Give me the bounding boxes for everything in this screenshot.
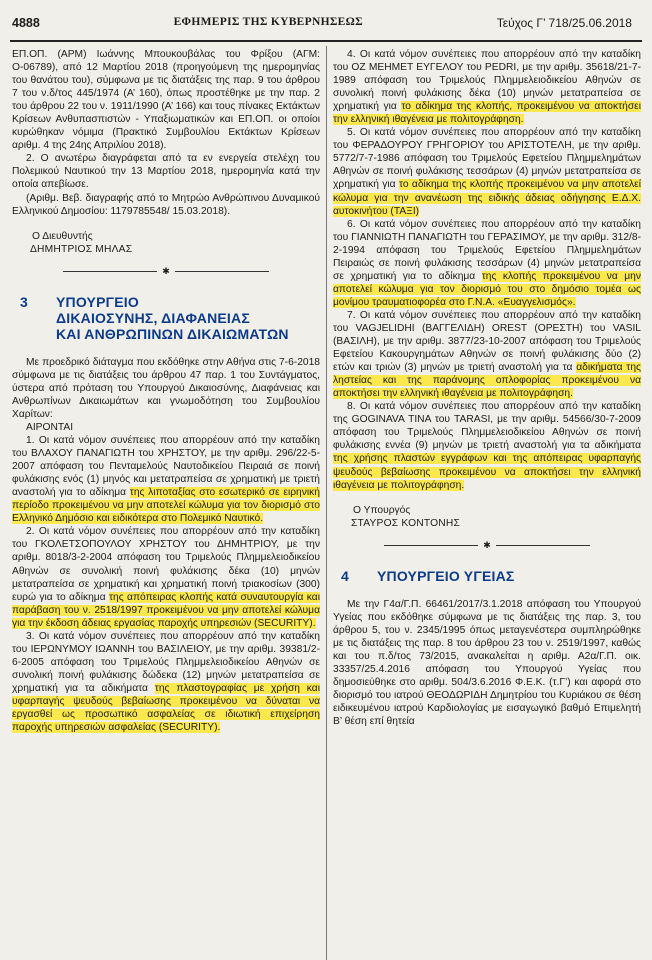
highlighted-text: της πλαστογραφίας με χρήση και υφαρπαγής ψευδούς βεβαίωσης προκειμένου να δύναται να εργασθεί ως προσωπικό ασφαλείας σε ιδιωτική επιχείρηση παροχής υπηρεσιών ασφαλείας (SECURITY).: [12, 682, 321, 734]
column-divider: [326, 46, 327, 960]
signature-title: Ο Υπουργός: [353, 504, 411, 516]
header-rule: [10, 40, 642, 42]
signature-name: ΔΗΜΗΤΡΙΟΣ ΜΗΛΑΣ: [30, 243, 133, 255]
section-heading-4: [333, 568, 641, 584]
intro-paragraph-2: 2. Ο ανωτέρω διαγράφεται από τα εν ενεργεία στελέχη του Πολεμικού Ναυτικού την 13 Μαρτίου 2018, ημερομηνία κατά την οποία απεβίωσε.: [12, 153, 320, 191]
gazette-title: ΕΦΗΜΕΡΙΣ ΤΗΣ ΚΥΒΕΡΝΗΣΕΩΣ: [173, 16, 363, 28]
highlighted-text: της κλοπής προκειμένου να μην αποτελεί κώλυμα για τον διορισμό του στο δημόσιο τομέα ως μονίμου τραυματιοφορέα στο Γ.Ν.Α. «Ευαγγελισμός».: [333, 270, 641, 308]
signature-title: Ο Διευθυντής: [32, 230, 93, 242]
list-item: 7. Οι κατά νόμον συνέπειες που απορρέουν από την καταδίκη του VAGJELIDHI (ΒΑΓΓΕΛΙΔΗ) OREST (ΟΡΕΣΤΗ) του VASIL (ΒΑΣΙΛΗ), με την αριθμ. 3877/23-10-2007 απόφαση του Τριμελούς Εφετείου Κακουργημάτων Αθηνών σε ποινή φυλάκισης δύο (2) ετών και τριών (3) μηνών με τριετή αναστολή για τα αδικήματα της ληστείας και της παράνομης οπλοφορίας προκειμένου να αποκτήσει την ελληνική ιθαγένεια με πολιτογράφηση.: [333, 309, 641, 400]
signature-name: ΣΤΑΥΡΟΣ ΚΟΝΤΟΝΗΣ: [351, 517, 461, 529]
section-title: ΥΠΟΥΡΓΕΙΟ ΔΙΚΑΙΟΣΥΝΗΣ, ΔΙΑΦΑΝΕΙΑΣ ΚΑΙ ΑΝΘΡΩΠΙΝΩΝ ΔΙΚΑΙΩΜΑΤΩΝ: [56, 293, 289, 342]
highlighted-text: της χρήσης πλαστών εγγράφων και της απόπειρας υφαρπαγής ψευδούς βεβαίωσης προκειμένου να αποκτήσει την ελληνική ιθαγένεια με πολιτογράφηση.: [333, 453, 641, 491]
list-item: 1. Οι κατά νόμον συνέπειες που απορρέουν από την καταδίκη του ΒΛΑΧΟΥ ΠΑΝΑΓΙΩΤΗ του ΧΡΗΣΤΟΥ, με την αριθμ. 296/22-5-2007 απόφαση του Πενταμελούς Ναυτοδικείου Πειραιά σε ποινή φυλάκισης ενός (1) μηνός και μετατραπείσα σε χρηματική με τριετή αναστολή για το αδίκημα της λιποταξίας στο εσωτερικό σε ειρηνική περίοδο προκειμένου να μην αποτελεί κώλυμα για τον διορισμό στο Ελληνικό Δημόσιο και ειδικότερα στο Πολεμικό Ναυτικό.: [12, 435, 320, 525]
star-icon: ✱: [162, 265, 170, 276]
intro-paragraph-3: (Αριθμ. Βεβ. διαγραφής από το Μητρώο Ανθρώπινου Δυναμικού Ελληνικού Δημοσίου: 1179785548/ 15.03.2018).: [12, 192, 320, 217]
left-column: [12, 48, 320, 734]
separator: [333, 539, 641, 552]
section-heading-3: [12, 294, 320, 342]
list-item: 6. Οι κατά νόμον συνέπειες που απορρέουν από την καταδίκη του ΓΙΑΝΝΙΩΤΗ ΠΑΝΑΓΙΩΤΗ του ΓΕΡΑΣΙΜΟΥ, με την αριθμ. 312/8-2-1994 απόφαση του Τριμελούς Εφετείου Πλημμελημάτων Πειραιώς σε ποινή φυλάκισης τεσσάρων (4) μηνών μετατραπείσα σε χρηματική για το αδίκημα της κλοπής προκειμένου να μην αποτελεί κώλυμα για τον διορισμό του στο δημόσιο τομέα ως μονίμου τραυματιοφορέα στο Γ.Ν.Α. «Ευαγγελισμός».: [333, 218, 641, 308]
issue-number: Τεύχος Γ’ 718/25.06.2018: [496, 16, 632, 30]
section-title: ΥΠΟΥΡΓΕΙΟ ΥΓΕΙΑΣ: [377, 567, 515, 584]
section-paragraph: Με την Γ4α/Γ.Π. 66461/2017/3.1.2018 απόφαση του Υπουργού Υγείας που εκδόθηκε σύμφωνα με τις διατάξεις της παρ. 3, του άρθρου 5, του ν. 2345/1995 όπως μεταγενέστερα συμπληρώθηκε με τις διατάξεις της παρ. 8 του άρθρου 23 του ν. 2519/1997, καθώς και του π.δ/τος 73/2015, ανακαλείται η αριθμ. Α2α/Γ.Π. οικ. 33357/25.4.2016 απόφαση του Υπουργού Υγείας που δημοσιεύθηκε στο αριθμ. 504/3.6.2016 Φ.Ε.Κ. (τ.Γ’) και αφορά στο διορισμό του ιατρού ΘΕΟΔΩΡΙΔΗ Δημητρίου του Κυριάκου σε θέση ειδικευμένου ιατρού Καρδιολογίας με εισαγωγικό βαθμό Επιμελητή Β’ θέση επί θητεία: [333, 598, 641, 728]
section-number: 4: [341, 567, 349, 584]
decree-intro: Με προεδρικό διάταγμα που εκδόθηκε στην Αθήνα στις 7-6-2018 σύμφωνα με τις διατάξεις του άρθρου 47 παρ. 1 του Συντάγματος, ύστερα από πρόταση του Υπουργού Δικαιοσύνης, Διαφάνειας και Ανθρωπίνων Δικαιωμάτων και γνωμοδότηση του Συμβουλίου Χαρίτων:: [12, 356, 320, 420]
highlighted-text: αδικήματα της ληστείας και της παράνομης οπλοφορίας προκειμένου να αποκτήσει την ελληνική ιθαγένεια με πολιτογράφηση.: [333, 362, 641, 400]
separator: [12, 265, 320, 278]
highlighted-text: της απόπειρας κλοπής κατά συναυτουργία και παράβαση του ν. 2518/1997 προκειμένου να μην αποτελεί κώλυμα για την έκδοση άδειας εργασίας παροχής υπηρεσιών (SECURITY).: [12, 591, 320, 629]
highlighted-text: το αδίκημα της κλοπής προκειμένου να μην αποτελεί κώλυμα για την ανανέωση της ειδικής άδειας οδήγησης Ε.Δ.Χ. αυτοκινήτου (ΤΑΞΙ): [333, 179, 641, 217]
list-item: 5. Οι κατά νόμον συνέπειες που απορρέουν από την καταδίκη του ΦΕΡΑΔΟΥΡΟΥ ΓΡΗΓΟΡΙΟΥ του ΑΡΙΣΤΟΤΕΛΗ, με την αριθμ. 5772/7-7-1986 απόφαση του Τριμελούς Εφετείου Πλημμελημάτων Αθηνών σε ποινή φυλάκισης τεσσάρων (4) μηνών μετατραπείσα σε χρηματική για το αδίκημα της κλοπής προκειμένου να μην αποτελεί κώλυμα για την ανανέωση της ειδικής άδειας οδήγησης Ε.Δ.Χ. αυτοκινήτου (ΤΑΞΙ): [333, 127, 641, 217]
section-number: 3: [20, 293, 28, 310]
highlighted-text: της λιποταξίας στο εσωτερικό σε ειρηνική περίοδο προκειμένου να μην αποτελεί κώλυμα για τον διορισμό στο Ελληνικό Δημόσιο και ειδικότερα στο Πολεμικό Ναυτικό.: [12, 487, 320, 525]
right-column: [333, 48, 641, 728]
page-header: [0, 0, 652, 38]
removed-label: ΑΙΡΟΝΤΑΙ: [26, 421, 74, 433]
intro-paragraph-1: ΕΠ.ΟΠ. (ΑΡΜ) Ιωάννης Μπουκουβάλας του Φρίξου (ΑΓΜ: Ο-06789), από 12 Μαρτίου 2018 (προηγούμενη της ημερομηνίας του θανάτου του), σύμφωνα με τις διατάξεις της παρ. 9 του άρθρου 7 του ν.δ/τος 445/1974 (Α’ 160), όπως προστέθηκε με την παρ. 2 του άρθρου 22 του ν. 1911/1990 (Α’ 166) και τους πίνακες Εκτάκτων Κρίσεων Ανθυπασπιστών - Υπαξιωματικών και ΕΠ.ΟΠ. οι οποίοι κυρώθηκαν νόμιμα (Πρακτικό Συμβουλίου Εκτάκτων Κρίσεων αριθμ. 4 της 24ης Απριλίου 2018).: [12, 49, 320, 152]
list-item: 3. Οι κατά νόμον συνέπειες που απορρέουν από την καταδίκη του ΙΕΡΩΝΥΜΟΥ ΙΩΑΝΝΗ του ΒΑΣΙΛΕΙΟΥ, με την αριθμ. 39381/2-6-2005 απόφαση του Τριμελούς Πλημμελειοδικείου Αθηνών σε συνολική ποινή φυλάκισης δώδεκα (12) μηνών μετατραπείσα σε χρηματική για τα αδικήματα της πλαστογραφίας με χρήση και υφαρπαγής ψευδούς βεβαίωσης προκειμένου να δύναται να εργασθεί ως προσωπικό ασφαλείας σε ιδιωτική επιχείρηση παροχής υπηρεσιών ασφαλείας (SECURITY).: [12, 630, 321, 734]
list-item: 4. Οι κατά νόμον συνέπειες που απορρέουν από την καταδίκη του ΟΖ ΜΕΗΜΕΤ ΕΥΓΕΛΟΥ του PEDRI, με την αριθμ. 35618/21-7-1989 απόφαση του Τριμελούς Πλημμελειοδικείου Αθηνών σε συνολική ποινή φυλάκισης δέκα (10) μηνών μετατραπείσα σε χρηματική για το αδίκημα της κλοπής, προκειμένου να αποκτήσει την ελληνική ιθαγένεια με πολιτογράφηση.: [333, 49, 641, 126]
highlighted-text: το αδίκημα της κλοπής, προκειμένου να αποκτήσει την ελληνική ιθαγένεια με πολιτογράφηση.: [333, 101, 641, 126]
star-icon: ✱: [483, 539, 491, 550]
list-item: 2. Οι κατά νόμον συνέπειες που απορρέουν από την καταδίκη του ΓΚΟΛΕΤΣΟΠΟΥΛΟΥ ΧΡΗΣΤΟΥ του ΔΗΜΗΤΡΙΟΥ, με την αριθμ. 8018/3-2-2004 απόφαση του Τριμελούς Πλημμελειοδικείου Αθηνών σε συνολική ποινή φυλάκισης δέκα (10) μηνών μετατραπείσα σε χρηματική και χρηματική ποινή τριακοσίων (300) ευρώ για το αδίκημα της απόπειρας κλοπής κατά συναυτουργία και παράβαση του ν. 2518/1997 προκειμένου να μην αποτελεί κώλυμα για την έκδοση άδειας εργασίας παροχής υπηρεσιών (SECURITY).: [12, 526, 320, 629]
page-number: 4888: [12, 16, 40, 30]
list-item: 8. Οι κατά νόμον συνέπειες που απορρέουν από την καταδίκη της GOGINAVA TINA του TARASI, με την αριθμ. 54566/30-7-2009 απόφαση του Τριμελούς Πλημμελειοδικείου Αθηνών σε ποινή φυλάκισης εννέα (9) μηνών με τριετή αναστολή για τα αδικήματα της χρήσης πλαστών εγγράφων και της απόπειρας υφαρπαγής ψευδούς βεβαίωσης προκειμένου να αποκτήσει την ελληνική ιθαγένεια με πολιτογράφηση.: [333, 401, 641, 491]
